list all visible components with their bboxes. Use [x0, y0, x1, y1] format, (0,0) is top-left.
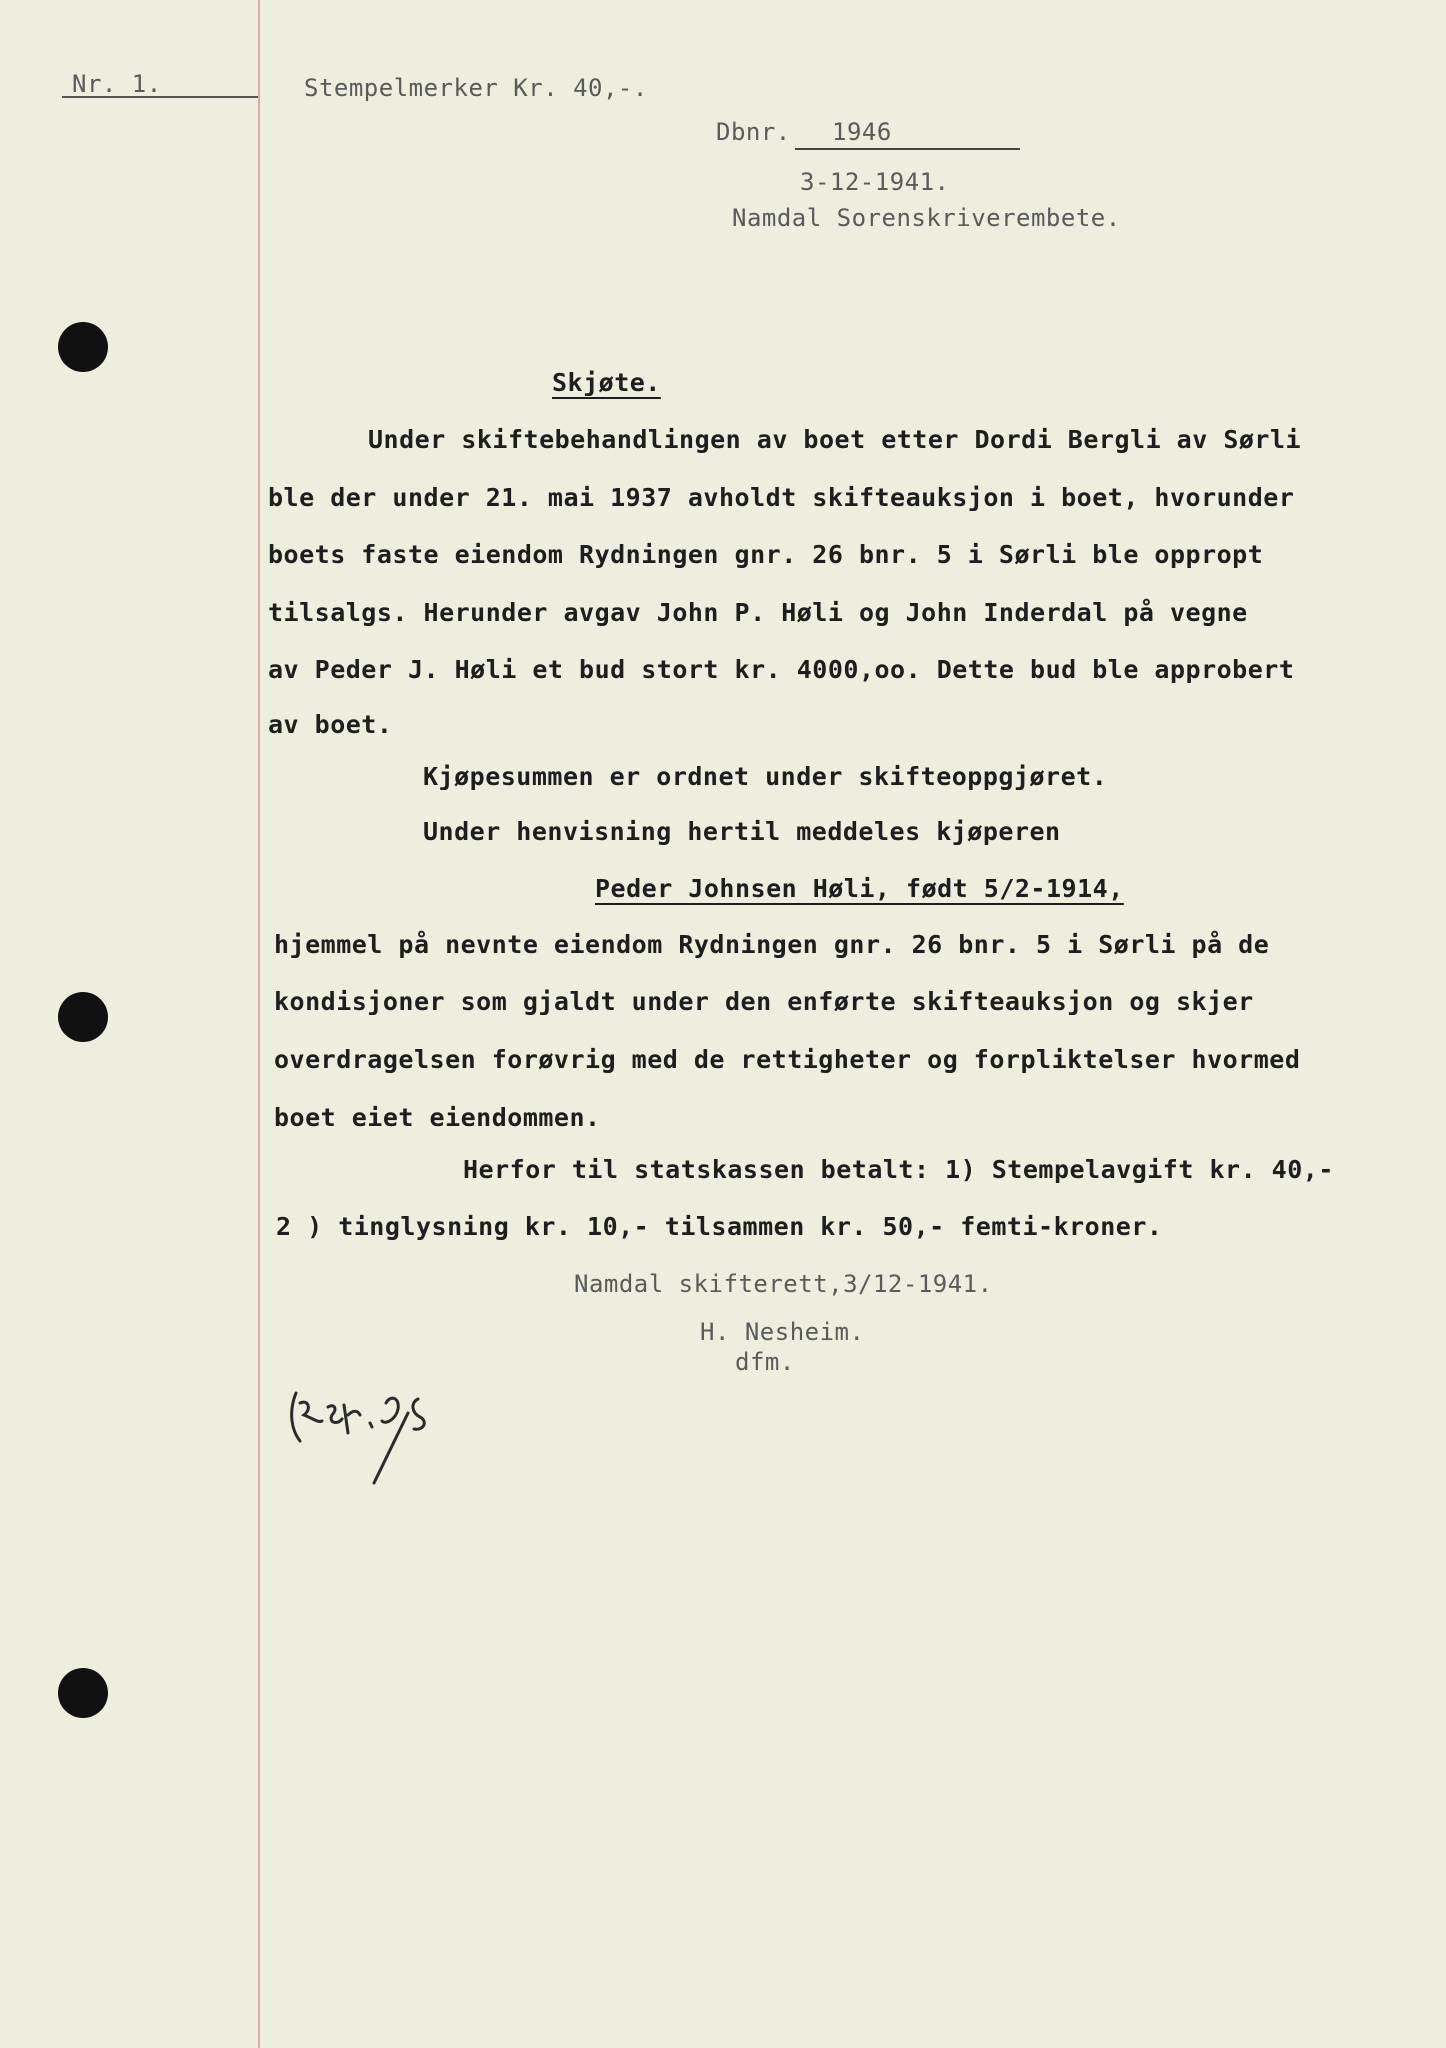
buyer-line: Peder Johnsen Høli, født 5/2-1914,: [595, 874, 1124, 903]
header-date: 3-12-1941.: [800, 168, 950, 196]
dbnr-underline: [795, 148, 1020, 150]
reference-line: Under henvisning hertil meddeles kjøperen: [423, 817, 1061, 846]
stamp-note: Stempelmerker Kr. 40,-.: [304, 74, 648, 102]
signer-title: dfm.: [735, 1348, 795, 1376]
fees-line: 2 ) tinglysning kr. 10,- tilsammen kr. 50,- femti-kroner.: [276, 1212, 1163, 1241]
body-line: Under skiftebehandlingen av boet etter Dordi Bergli av Sørli: [368, 425, 1302, 454]
punch-hole: [58, 1668, 108, 1718]
document-title: Skjøte.: [552, 368, 661, 397]
office-name: Namdal Sorenskriverembete.: [732, 204, 1121, 232]
page-number: Nr. 1.: [72, 70, 162, 98]
signer-name: H. Nesheim.: [700, 1318, 865, 1346]
handwritten-signature: [278, 1363, 498, 1493]
fees-line: Herfor til statskassen betalt: 1) Stempelavgift kr. 40,-: [463, 1155, 1334, 1184]
body-line: boet eiet eiendommen.: [274, 1103, 601, 1132]
purchase-line: Kjøpesummen er ordnet under skifteoppgjøret.: [423, 762, 1108, 791]
body-line: overdragelsen forøvrig med de rettigheter og forpliktelser hvormed: [274, 1045, 1301, 1074]
punch-hole: [58, 322, 108, 372]
body-line: ble der under 21. mai 1937 avholdt skifteauksjon i boet, hvorunder: [268, 483, 1295, 512]
margin-line: [258, 0, 260, 2048]
body-line: kondisjoner som gjaldt under den enførte skifteauksjon og skjer: [274, 987, 1254, 1016]
place-date: Namdal skifterett,3/12-1941.: [574, 1270, 993, 1298]
body-line: tilsalgs. Herunder avgav John P. Høli og John Inderdal på vegne: [268, 598, 1248, 627]
body-line: av boet.: [268, 710, 393, 739]
body-line: boets faste eiendom Rydningen gnr. 26 bnr. 5 i Sørli ble oppropt: [268, 540, 1264, 569]
dbnr-value: 1946: [832, 118, 892, 146]
body-line: hjemmel på nevnte eiendom Rydningen gnr. 26 bnr. 5 i Sørli på de: [274, 930, 1270, 959]
punch-hole: [58, 992, 108, 1042]
body-line: av Peder J. Høli et bud stort kr. 4000,oo. Dette bud ble approbert: [268, 655, 1295, 684]
dbnr-label: Dbnr.: [716, 118, 791, 146]
